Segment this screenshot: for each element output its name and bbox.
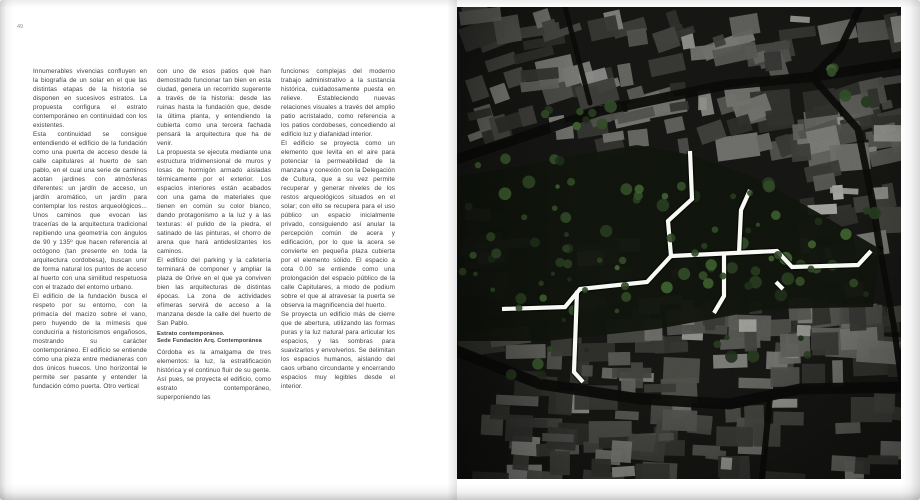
text-column-1 — [33, 67, 147, 402]
paragraph: Se proyecta un edificio más de cierre que de abertura, utilizando las formas puras y la luz natural para articular los espacios, y las sombras para suavizarlos y envolverlos. Se delimitan los espacios humanos, aislando del caos urbano circundante y encerrando espacios muy legibles desde el interior. — [281, 311, 395, 390]
aerial-photo — [457, 7, 901, 479]
page-number: 49 — [17, 24, 24, 30]
aerial-photo-svg — [457, 7, 901, 479]
text-column-2 — [157, 67, 271, 402]
left-page-text — [33, 67, 396, 402]
page-edge-left — [0, 0, 14, 500]
paragraph: El edificio de la fundación busca el respeto por su entorno, con la primacía del macizo sobre el vano, pero huyendo de la mímesis que conduciría a historicismos engañosos, mostrando su carácter contemporáneo. El edificio se entiende cómo una pieza entre medianeras con dos únicos huecos. Uno horizontal le permite ser pasante y entender la fundación cómo puerta. Otro vertical — [33, 293, 147, 390]
paragraph: La propuesta se ejecuta mediante una estructura tridimensional de muros y losas de hormigón armado aisladas térmicamente por el exterior. Los espacios interiores están acabados con una gama de materiales que tienen en común su color blanco, dando protagonismo a la luz y a las texturas: el pulido de la piedra, el satinado de las pinturas, el chorro de arena que hará antideslizantes los caminos. — [157, 149, 271, 255]
text-column-3 — [281, 67, 395, 402]
paragraph: El edificio del parking y la cafetería terminará de componer y ampliar la plaza de Orive en el que ya conviven bien las arquitecturas de distintas épocas. La zona de actividades efímeras servirá de acceso a la manzana desde la calle del huerto de San Pablo. — [157, 257, 271, 327]
photo-vignette — [457, 7, 901, 479]
page-edge-right — [901, 0, 920, 500]
section-heading — [157, 331, 271, 346]
paragraph: funciones complejas del moderno trabajo administrativo a la sustancia histórica, cuidadosamente puesta en relieve. Estableciendo nuevas relaciones visuales a través del amplio patio acristalado, como referencia a los patios cordobeses, concediendo al edificio luz y diafanidad interior. — [281, 68, 395, 138]
paragraph: Así pues, se proyecta el edificio, como estrato contemporáneo, superponiendo las — [157, 375, 271, 401]
page-edge-bottom — [0, 484, 920, 500]
paragraph: El edificio se proyecta como un elemento que levita en el aire para potenciar la permeabilidad de la manzana y conexión con la Delegación de Cultura, que a su vez permite recuperar y generar niveles de los restos arqueológicos situados en el solar; con ello se recupera para el uso público un espacio inicialmente privado, consiguiendo así anular la percepción común de acera y edificación, por lo que la acera se convierte en pequeña plaza cubierta por el elemento sólido. El espacio a cota 0.00 se entiende como una prolongación del espacio público de la calle Capitulares, a modo de podium sobre el que al atravesar la puerta se observa la magnificencia del huerto. — [281, 140, 395, 309]
gutter-shadow — [447, 0, 457, 500]
section-heading-line-1: Estrato contemporáneo. — [157, 331, 225, 337]
paragraph: con uno de esos patios que han demostrado funcionar tan bien en esta ciudad, genera un recorrido sugerente a través de la historia: desde las ruinas hasta la fundación que, desde la última planta, y entendiendo la cubierta como una tercera fachada pensará la arquitectura que ha de venir. — [157, 68, 271, 147]
paragraph: Córdoba es la amalgama de tres elementos: la luz, la estratificación histórica y el continuo fluir de su gente. — [157, 348, 271, 374]
paragraph: Innumerables vivencias confluyen en la biografía de un solar en el que las distintas etapas de la historia se disponen en sucesivos estratos. La propuesta configura el estrato contemporáneo en continuidad con los existentes. — [33, 68, 147, 129]
paragraph: Esta continuidad se consigue entendiendo el edificio de la fundación como una puerta de acceso desde la calle capitulares al huerto de san pablo, en el cual una serie de caminos acotan jardines con atmósferas diferentes: un jardín de acceso, un jardín aromático, un jardín para contemplar los restos arqueológicos... Unos caminos que evocan las tracerías de la arquitectura tradicional repitiendo una geometría con ángulos de 90 y 135º que hacen referencia al octógono (tan presente en toda la arquitectura cordobesa), buscan unir de forma natural los puntos de acceso al huerto con una similitud respetuosa con el trazado del entorno urbano. — [33, 131, 147, 291]
section-heading-line-2: Sede Fundación Arq. Contemporánea — [157, 338, 262, 345]
